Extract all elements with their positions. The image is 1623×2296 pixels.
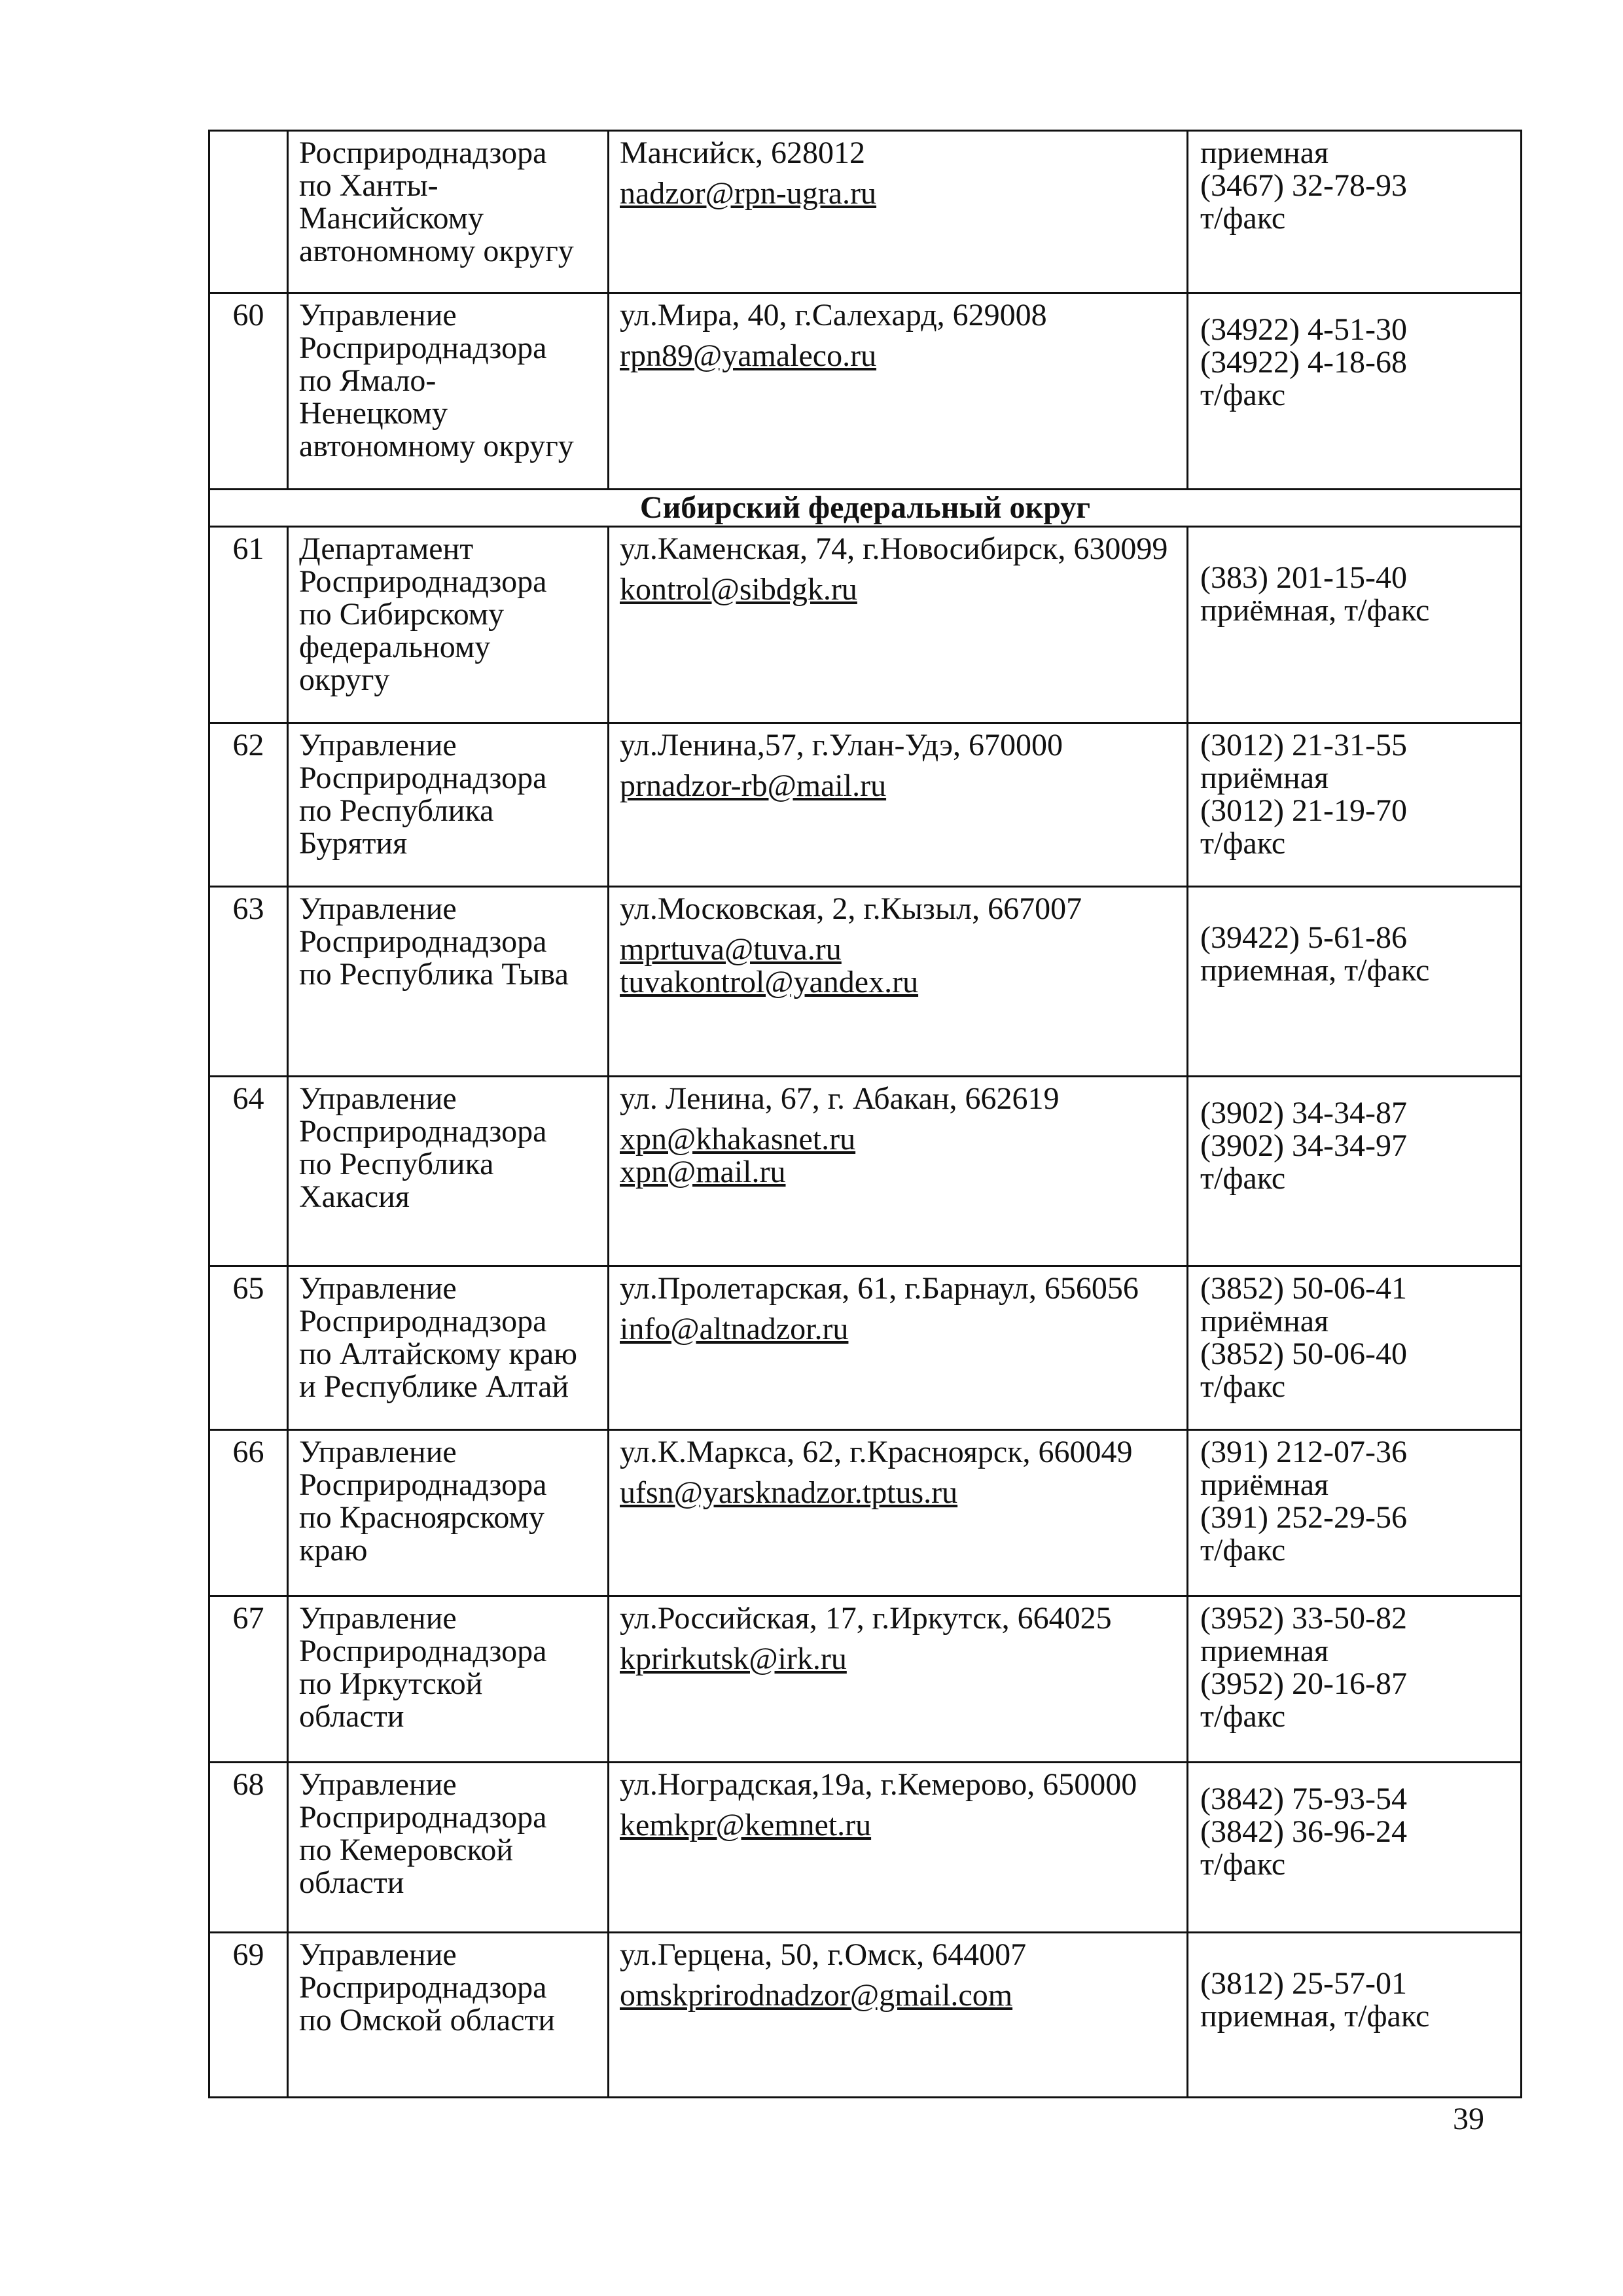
- address-text: ул.Пролетарская, 61, г.Барнаул, 656056: [620, 1271, 1139, 1306]
- organization-line: Мансийскому: [299, 201, 484, 236]
- organization-line: Ненецкому: [299, 396, 448, 431]
- email-link[interactable]: info@altnadzor.ru: [620, 1312, 849, 1346]
- table-row: [209, 1077, 1522, 1266]
- page-number: 39: [1453, 2102, 1484, 2136]
- organization-line: Управление: [299, 1601, 457, 1636]
- address-text: ул.Ленина,57, г.Улан-Удэ, 670000: [620, 728, 1063, 762]
- organization-cell: [288, 131, 609, 293]
- phone-line: приемная: [1200, 1634, 1329, 1668]
- organization-line: Управление: [299, 728, 457, 762]
- email-link[interactable]: nadzor@rpn-ugra.ru: [620, 176, 877, 211]
- organization-line: Управление: [299, 1767, 457, 1802]
- organization-line: по Республика Тыва: [299, 957, 569, 992]
- region-header: Сибирский федеральный округ: [209, 490, 1522, 527]
- region-row: [209, 490, 1522, 527]
- phone-cell: [1188, 887, 1522, 1077]
- organization-line: Росприроднадзора: [299, 135, 547, 170]
- row-number: 63: [209, 887, 288, 1077]
- organization-line: Бурятия: [299, 826, 408, 861]
- table-row: [209, 1763, 1522, 1933]
- phone-line: (3952) 20-16-87: [1200, 1666, 1407, 1701]
- phone-line: (39422) 5-61-86: [1200, 920, 1407, 955]
- phone-line: т/факс: [1200, 1847, 1286, 1882]
- organization-line: Управление: [299, 891, 457, 926]
- phone-block: [1200, 1272, 1510, 1403]
- phone-line: приемная: [1200, 135, 1329, 170]
- email-link[interactable]: ufsn@yarsknadzor.tptus.ru: [620, 1475, 958, 1510]
- organization-cell: [288, 527, 609, 723]
- organization-line: Управление: [299, 1937, 457, 1972]
- phone-cell: [1188, 1430, 1522, 1596]
- email-link[interactable]: kemkpr@kemnet.ru: [620, 1808, 872, 1842]
- organization-cell: [288, 1077, 609, 1266]
- table-row: [209, 527, 1522, 723]
- address-cell: [609, 887, 1188, 1077]
- organization-line: Росприроднадзора: [299, 924, 547, 959]
- address-text: ул.Каменская, 74, г.Новосибирск, 630099: [620, 531, 1168, 566]
- table-row: [209, 1933, 1522, 2098]
- row-number: 69: [209, 1933, 288, 2098]
- row-number: 62: [209, 723, 288, 887]
- organization-line: по Иркутской: [299, 1666, 483, 1701]
- phone-block: [1200, 922, 1510, 987]
- organization-line: Управление: [299, 298, 457, 332]
- phone-line: (3812) 25-57-01: [1200, 1966, 1407, 2001]
- phone-line: приемная, т/факс: [1200, 953, 1430, 988]
- email-link[interactable]: kontrol@sibdgk.ru: [620, 572, 857, 607]
- organization-line: Росприроднадзора: [299, 1304, 547, 1338]
- phone-cell: [1188, 293, 1522, 490]
- organization-line: по Алтайскому краю: [299, 1336, 577, 1371]
- organization-cell: [288, 1763, 609, 1933]
- phone-line: (3842) 75-93-54: [1200, 1782, 1407, 1816]
- phone-line: (3012) 21-31-55: [1200, 728, 1407, 762]
- organization-line: федеральному: [299, 630, 491, 664]
- address-cell: [609, 723, 1188, 887]
- email-link[interactable]: prnadzor-rb@mail.ru: [620, 768, 887, 803]
- phone-cell: [1188, 723, 1522, 887]
- organization-line: по Сибирскому: [299, 597, 505, 632]
- rows-top: [209, 131, 1522, 490]
- phone-block: [1200, 1097, 1510, 1195]
- phone-block: [1200, 1602, 1510, 1733]
- address-text: ул.Российская, 17, г.Иркутск, 664025: [620, 1601, 1112, 1636]
- phone-line: т/факс: [1200, 1161, 1286, 1196]
- organization-line: по Омской области: [299, 2003, 556, 2037]
- organization-line: Росприроднадзора: [299, 331, 547, 365]
- organization-line: по Республика: [299, 793, 494, 828]
- phone-line: (391) 252-29-56: [1200, 1500, 1407, 1535]
- organization-line: Росприроднадзора: [299, 1634, 547, 1668]
- phone-cell: [1188, 1763, 1522, 1933]
- phone-block: [1200, 1967, 1510, 2033]
- row-number: 64: [209, 1077, 288, 1266]
- table-row: [209, 1266, 1522, 1430]
- row-number: 66: [209, 1430, 288, 1596]
- organization-line: Росприроднадзора: [299, 1114, 547, 1149]
- phone-line: (3852) 50-06-40: [1200, 1336, 1407, 1371]
- phone-cell: [1188, 1933, 1522, 2098]
- phone-line: приёмная: [1200, 1304, 1329, 1338]
- organization-line: по Ханты-: [299, 168, 438, 203]
- organization-line: Росприроднадзора: [299, 564, 547, 599]
- contacts-table: [208, 130, 1522, 2098]
- organization-line: по Кемеровской: [299, 1833, 514, 1867]
- phone-line: (3012) 21-19-70: [1200, 793, 1407, 828]
- address-cell: [609, 1596, 1188, 1763]
- phone-line: приёмная: [1200, 761, 1329, 795]
- email-link[interactable]: xpn@khakasnet.ru: [620, 1122, 856, 1157]
- organization-line: области: [299, 1865, 404, 1900]
- phone-line: приёмная: [1200, 1467, 1329, 1502]
- address-text: ул.Мира, 40, г.Салехард, 629008: [620, 298, 1047, 332]
- phone-line: (3902) 34-34-87: [1200, 1096, 1407, 1130]
- organization-cell: [288, 1933, 609, 2098]
- organization-line: Росприроднадзора: [299, 1467, 547, 1502]
- phone-line: (383) 201-15-40: [1200, 560, 1407, 595]
- address-cell: [609, 293, 1188, 490]
- phone-block: [1200, 1783, 1510, 1881]
- address-cell: [609, 1430, 1188, 1596]
- organization-line: Росприроднадзора: [299, 761, 547, 795]
- row-number: 68: [209, 1763, 288, 1933]
- organization-cell: [288, 1430, 609, 1596]
- table-row: [209, 293, 1522, 490]
- address-cell: [609, 131, 1188, 293]
- phone-block: [1200, 137, 1510, 235]
- phone-block: [1200, 314, 1510, 412]
- organization-line: Департамент: [299, 531, 474, 566]
- address-text: ул. Ленина, 67, г. Абакан, 662619: [620, 1081, 1060, 1116]
- organization-line: Управление: [299, 1081, 457, 1116]
- phone-line: (3842) 36-96-24: [1200, 1814, 1407, 1849]
- address-cell: [609, 527, 1188, 723]
- phone-cell: [1188, 527, 1522, 723]
- row-number: 67: [209, 1596, 288, 1763]
- address-cell: [609, 1266, 1188, 1430]
- email-link[interactable]: omskprirodnadzor@gmail.com: [620, 1978, 1013, 2013]
- phone-block: [1200, 1436, 1510, 1567]
- row-number: 60: [209, 293, 288, 490]
- organization-line: области: [299, 1699, 404, 1734]
- organization-line: краю: [299, 1533, 368, 1568]
- phone-line: (34922) 4-51-30: [1200, 312, 1407, 347]
- phone-line: т/факс: [1200, 378, 1286, 412]
- phone-line: (3952) 33-50-82: [1200, 1601, 1407, 1636]
- organization-line: автономному округу: [299, 234, 574, 268]
- table-row: [209, 887, 1522, 1077]
- row-number: [209, 131, 288, 293]
- address-cell: [609, 1763, 1188, 1933]
- phone-line: (3902) 34-34-97: [1200, 1128, 1407, 1163]
- organization-line: округу: [299, 662, 390, 697]
- row-number: 61: [209, 527, 288, 723]
- phone-cell: [1188, 1266, 1522, 1430]
- phone-line: (3852) 50-06-41: [1200, 1271, 1407, 1306]
- email-link[interactable]: mprtuva@tuva.ru: [620, 932, 842, 967]
- table-row: [209, 1430, 1522, 1596]
- organization-cell: [288, 1596, 609, 1763]
- organization-cell: [288, 293, 609, 490]
- phone-line: т/факс: [1200, 1533, 1286, 1568]
- phone-line: приемная, т/факс: [1200, 1999, 1430, 2034]
- organization-line: по Красноярскому: [299, 1500, 544, 1535]
- organization-line: Управление: [299, 1435, 457, 1469]
- organization-line: Росприроднадзора: [299, 1970, 547, 2005]
- organization-cell: [288, 723, 609, 887]
- address-text: ул.Московская, 2, г.Кызыл, 667007: [620, 891, 1082, 926]
- phone-line: т/факс: [1200, 1369, 1286, 1404]
- email-link[interactable]: kprirkutsk@irk.ru: [620, 1641, 847, 1676]
- email-link[interactable]: xpn@mail.ru: [620, 1155, 786, 1189]
- table-row: [209, 723, 1522, 887]
- address-text: Мансийск, 628012: [620, 135, 865, 170]
- phone-line: т/факс: [1200, 1699, 1286, 1734]
- email-link[interactable]: tuvakontrol@yandex.ru: [620, 965, 919, 999]
- phone-cell: [1188, 1077, 1522, 1266]
- email-link[interactable]: rpn89@yamaleco.ru: [620, 338, 877, 373]
- phone-cell: [1188, 1596, 1522, 1763]
- organization-line: по Республика: [299, 1147, 494, 1181]
- region-section: [209, 490, 1522, 527]
- organization-line: автономному округу: [299, 429, 574, 463]
- table-row: [209, 1596, 1522, 1763]
- organization-cell: [288, 1266, 609, 1430]
- row-number: 65: [209, 1266, 288, 1430]
- organization-line: по Ямало-: [299, 363, 437, 398]
- phone-line: (391) 212-07-36: [1200, 1435, 1407, 1469]
- phone-line: (34922) 4-18-68: [1200, 345, 1407, 380]
- address-text: ул.Герцена, 50, г.Омск, 644007: [620, 1937, 1027, 1972]
- address-cell: [609, 1933, 1188, 2098]
- address-text: ул.К.Маркса, 62, г.Красноярск, 660049: [620, 1435, 1133, 1469]
- phone-line: т/факс: [1200, 826, 1286, 861]
- organization-line: Росприроднадзора: [299, 1800, 547, 1835]
- table-row: [209, 131, 1522, 293]
- rows-bottom: [209, 527, 1522, 2098]
- organization-cell: [288, 887, 609, 1077]
- organization-line: Хакасия: [299, 1179, 410, 1214]
- phone-line: т/факс: [1200, 201, 1286, 236]
- organization-line: и Республике Алтай: [299, 1369, 569, 1404]
- phone-block: [1200, 562, 1510, 627]
- phone-line: приёмная, т/факс: [1200, 593, 1430, 628]
- phone-cell: [1188, 131, 1522, 293]
- phone-block: [1200, 729, 1510, 860]
- address-cell: [609, 1077, 1188, 1266]
- address-text: ул.Ноградская,19а, г.Кемерово, 650000: [620, 1767, 1137, 1802]
- phone-line: (3467) 32-78-93: [1200, 168, 1407, 203]
- organization-line: Управление: [299, 1271, 457, 1306]
